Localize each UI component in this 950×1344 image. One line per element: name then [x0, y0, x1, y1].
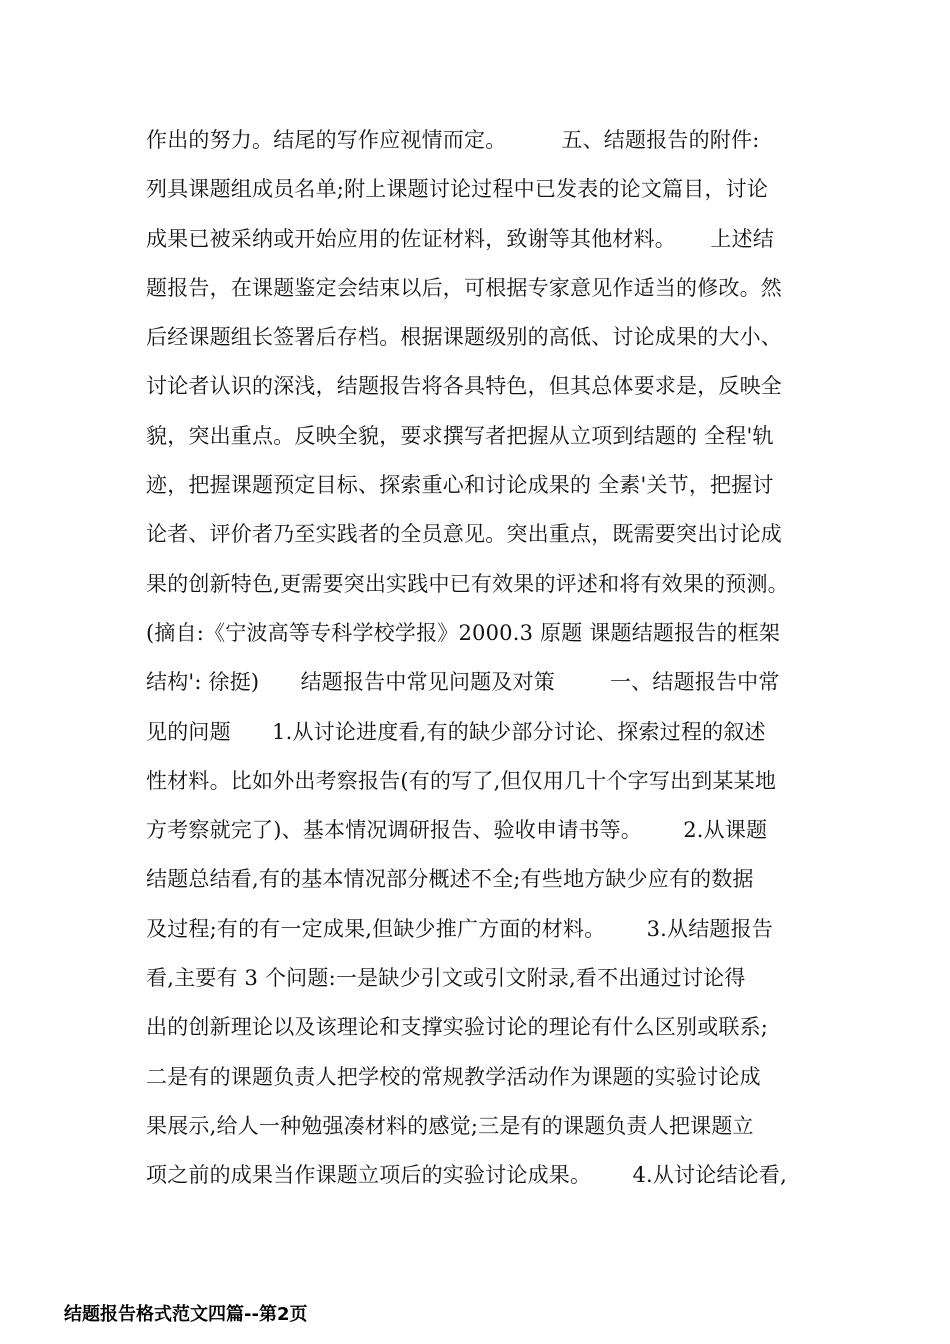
text-line: 果的创新特色,更需要突出实践中已有效果的评述和将有效果的预测。 — [146, 571, 789, 596]
text-line: 结题总结看,有的基本情况部分概述不全;有些地方缺少应有的数据 — [146, 867, 754, 892]
text-line: 看,主要有 3 个问题:一是缺少引文或引文附录,看不出通过讨论得 — [146, 966, 746, 991]
text-line: 列具课题组成员名单;附上课题讨论过程中已发表的论文篇目，讨论 — [146, 177, 769, 202]
text-line: 性材料。比如外出考察报告(有的写了,但仅用几十个字写出到某某地 — [146, 768, 777, 793]
text-line: 果展示,给人一种勉强凑材料的感觉;三是有的课题负责人把课题立 — [146, 1113, 754, 1138]
text-line: 成果已被采纳或开始应用的佐证材料，致谢等其他材料。 上述结 — [146, 226, 774, 251]
text-line: 及过程;有的有一定成果,但缺少推广方面的材料。 3.从结题报告 — [146, 916, 774, 941]
text-line: 结构': 徐挺) 结题报告中常见问题及对策 一、结题报告中常 — [146, 670, 780, 695]
text-line: 题报告，在课题鉴定会结束以后，可根据专家意见作适当的修改。然 — [146, 275, 782, 300]
body-text — [146, 116, 810, 1201]
text-line: 讨论者认识的深浅，结题报告将各具特色，但其总体要求是，反映全 — [146, 374, 782, 399]
text-line: 作出的努力。结尾的写作应视情而定。 五、结题报告的附件: — [146, 128, 760, 152]
text-line: 论者、评价者乃至实践者的全员意见。突出重点，既需要突出讨论成 — [146, 522, 782, 547]
text-line: 迹，把握课题预定目标、探索重心和讨论成果的 全素'关节，把握讨 — [146, 473, 774, 498]
text-line: 貌，突出重点。反映全貌，要求撰写者把握从立项到结题的 全程'轨 — [146, 423, 774, 448]
text-line: 项之前的成果当作课题立项后的实验讨论成果。 4.从讨论结论看, — [146, 1163, 787, 1188]
text-line: 二是有的课题负责人把学校的常规教学活动作为课题的实验讨论成 — [146, 1064, 761, 1089]
text-line: 方考察就完了)、基本情况调研报告、验收申请书等。 2.从课题 — [146, 818, 768, 843]
page-footer: 结题报告格式范文四篇--第2页 — [64, 1304, 308, 1325]
text-line: 出的创新理论以及该理论和支撑实验讨论的理论有什么区别或联系; — [146, 1015, 769, 1040]
text-line: 见的问题 1.从讨论进度看,有的缺少部分讨论、探索过程的叙述 — [146, 719, 766, 744]
text-line: 后经课题组长签署后存档。根据课题级别的高低、讨论成果的大小、 — [146, 325, 782, 350]
text-line: (摘自:《宁波高等专科学校学报》2000.3 原题 课题结题报告的框架 — [146, 620, 781, 645]
